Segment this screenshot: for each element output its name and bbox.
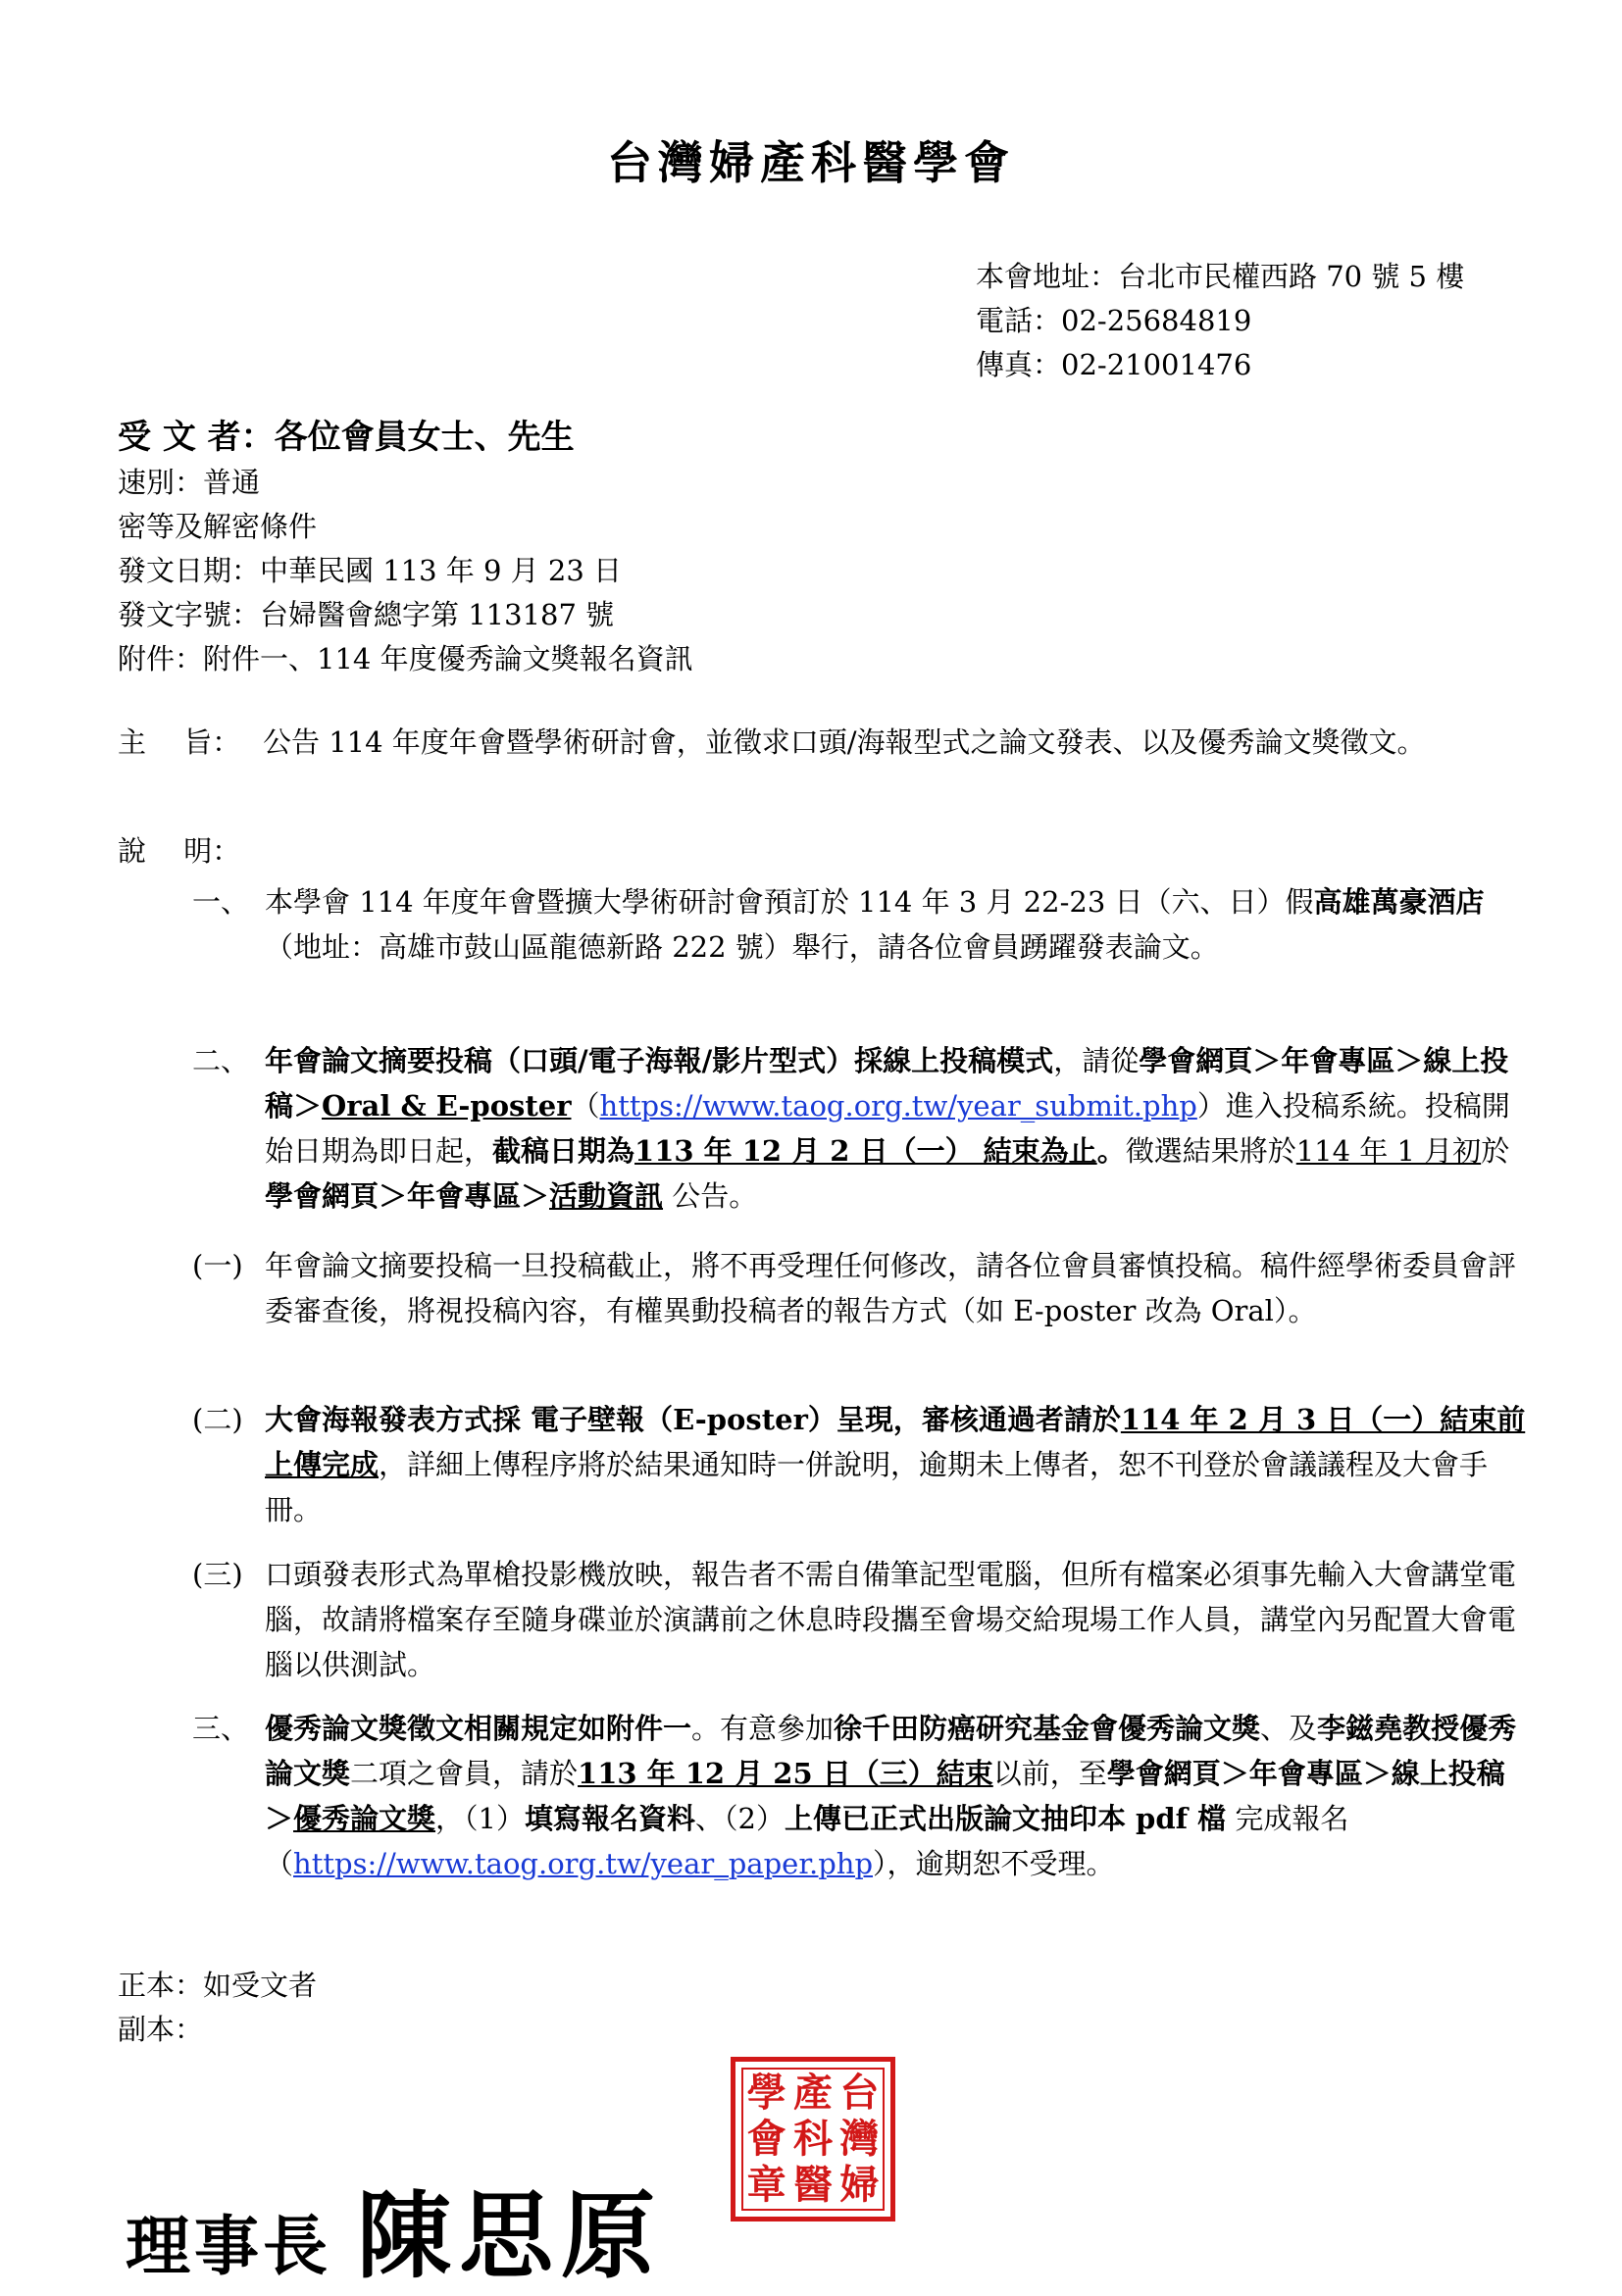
sub-item-2-text-a: ，詳細上傳程序將於結果通知時一併說明，逾期未上傳者，恕不刊登於會議議程及大會手冊。 [265, 1448, 1489, 1526]
subject-text: 公告 114 年度年會暨學術研討會，並徵求口頭/海報型式之論文發表、以及優秀論文獎徵文。 [263, 725, 1426, 759]
address-line: 本會地址：台北市民權西路 70 號 5 樓 [976, 260, 1465, 293]
document-title: 台灣婦產科醫學會 [607, 136, 1015, 189]
eposter-method: 大會海報發表方式採 電子壁報（E-poster）呈現，審核通過者請於 [265, 1403, 1121, 1436]
sub-item-1 [192, 1243, 1531, 1333]
attachment-line: 附件：附件一、114 年度優秀論文獎報名資訊 [118, 642, 693, 675]
item-1-text-b: （地址：高雄市鼓山區龍德新路 222 號）舉行，請各位會員踴躍發表論文。 [265, 930, 1219, 964]
seal-char: 醫 [792, 2162, 833, 2209]
official-seal [731, 2057, 895, 2221]
signature-block [126, 2162, 663, 2296]
sub-item-1-marker: (一) [192, 1249, 243, 1282]
award-path: 學會網頁＞年會專區＞線上投稿＞ [265, 1757, 1505, 1835]
upload-deadline: 114 年 2 月 3 日（一）結束前上傳完成 [265, 1403, 1526, 1481]
results-date: 114 年 1 月初 [1295, 1134, 1482, 1168]
item-3-text-f: 、（2） [695, 1802, 785, 1835]
sub-item-1-text: 年會論文摘要投稿一旦投稿截止，將不再受理任何修改，請各位會員審慎投稿。稿件經學術委員會評委審查後，將視投稿內容，有權異動投稿者的報告方式（如 E-poster 改為 Oral）。 [265, 1249, 1517, 1327]
item-3-text-c: 二項之會員，請於 [350, 1757, 579, 1790]
sub-item-2-marker: (二) [192, 1403, 243, 1436]
item-3-text-a: 。有意參加 [691, 1712, 835, 1745]
secrecy-line: 密等及解密條件 [118, 510, 318, 543]
item-3-text-g: 完成報名（ [265, 1802, 1349, 1880]
subject-block [118, 721, 1520, 765]
seal-char: 學 [746, 2069, 786, 2116]
award-deadline: 113 年 12 月 25 日（三）結束 [578, 1757, 993, 1790]
item-3-marker: 三、 [192, 1712, 250, 1745]
sub-item-2-text [265, 1397, 1531, 1532]
submission-mode: 年會論文摘要投稿（口頭/電子海報/影片型式）採線上投稿模式 [265, 1044, 1054, 1077]
signature-title: 理事長 [126, 2208, 331, 2284]
speed-line: 速別：普通 [118, 466, 261, 499]
seal-char: 婦 [839, 2162, 880, 2209]
deadline-date: 113 年 12 月 2 日（一） 結束為止 [634, 1134, 1097, 1168]
submit-link[interactable]: https://www.taog.org.tw/year_submit.php [599, 1089, 1197, 1123]
subject-label: 主 旨： [118, 725, 241, 759]
item-2-text-a: ，請從 [1053, 1044, 1140, 1077]
seal-inner [741, 2068, 885, 2211]
item-2-text-e: 公告。 [663, 1179, 758, 1213]
deadline-label: 截稿日期為 [492, 1134, 635, 1168]
item-3-text-b: 、及 [1260, 1712, 1318, 1745]
item-2 [192, 1038, 1531, 1219]
item-2-paren-open: （ [571, 1089, 600, 1123]
item-3 [192, 1706, 1531, 1886]
seal-char: 章 [746, 2162, 786, 2209]
date-line: 發文日期：中華民國 113 年 9 月 23 日 [118, 554, 623, 587]
doc-number-line: 發文字號：台婦醫會總字第 113187 號 [118, 598, 615, 631]
seal-char: 會 [746, 2115, 786, 2162]
award-rules: 優秀論文獎徵文相關規定如附件一 [265, 1712, 692, 1745]
award-name-1: 徐千田防癌研究基金會優秀論文獎 [834, 1712, 1261, 1745]
sub-item-3-marker: (三) [192, 1558, 243, 1591]
meta-block [118, 461, 693, 681]
item-3-text [265, 1706, 1531, 1886]
item-1-marker: 一、 [192, 885, 250, 919]
fax-line: 傳真：02-21001476 [976, 348, 1252, 381]
original-recipient: 正本：如受文者 [118, 1969, 318, 2002]
recipient-line: 受 文 者：各位會員女士、先生 [118, 418, 575, 457]
step-fill-form: 填寫報名資料 [524, 1802, 695, 1835]
sub-item-3 [192, 1552, 1531, 1687]
item-2-marker: 二、 [192, 1044, 250, 1077]
item-3-text-e: ，（1） [435, 1802, 525, 1835]
item-1 [192, 879, 1531, 970]
step-upload-pdf: 上傳已正式出版論文抽印本 pdf 檔 [784, 1802, 1227, 1835]
seal-char: 科 [792, 2115, 833, 2162]
seal-char: 灣 [839, 2115, 880, 2162]
sub-item-3-text: 口頭發表形式為單槍投影機放映，報告者不需自備筆記型電腦，但所有檔案必須事先輸入大會講堂電腦，故請將檔案存至隨身碟並於演講前之休息時段攜至會場交給現場工作人員，講堂內另配置大會電腦以供測試。 [265, 1558, 1517, 1681]
paper-link[interactable]: https://www.taog.org.tw/year_paper.php [293, 1847, 874, 1880]
sub-item-2 [192, 1397, 1531, 1532]
seal-char: 產 [792, 2069, 833, 2116]
item-3-text-d: 以前，至 [992, 1757, 1107, 1790]
copies-block [118, 1964, 317, 2052]
deadline-period: 。 [1096, 1134, 1126, 1168]
explanation-label: 說 明： [118, 834, 241, 868]
activity-info-label: 活動資訊 [549, 1179, 664, 1213]
phone-line: 電話：02-25684819 [976, 304, 1252, 337]
award-section-label: 優秀論文獎 [293, 1802, 436, 1835]
item-2-text-d: 於 [1481, 1134, 1510, 1168]
copy-recipient: 副本： [118, 2013, 204, 2046]
seal-char: 台 [839, 2069, 880, 2116]
item-1-text [265, 879, 1531, 970]
contact-block [976, 255, 1464, 387]
item-3-text-h: ），逾期恕不受理。 [873, 1847, 1115, 1880]
venue-name: 高雄萬豪酒店 [1313, 885, 1485, 919]
item-2-text-c: 徵選結果將於 [1125, 1134, 1296, 1168]
item-2-text-b: ）進入投稿系統。投稿開始日期為即日起， [265, 1089, 1510, 1168]
website-path: 學會網頁＞年會專區＞線上投稿＞ [265, 1044, 1509, 1123]
results-path: 學會網頁＞年會專區＞ [265, 1179, 550, 1213]
award-name-2: 李鎡堯教授優秀論文獎 [265, 1712, 1517, 1790]
item-1-text-a: 本學會 114 年度年會暨擴大學術研討會預訂於 114 年 3 月 22-23 日（六、日）假 [265, 885, 1314, 919]
signature-name: 陳思原 [357, 2180, 663, 2291]
item-2-text [265, 1038, 1531, 1219]
oral-eposter-label: Oral & E-poster [322, 1089, 572, 1123]
